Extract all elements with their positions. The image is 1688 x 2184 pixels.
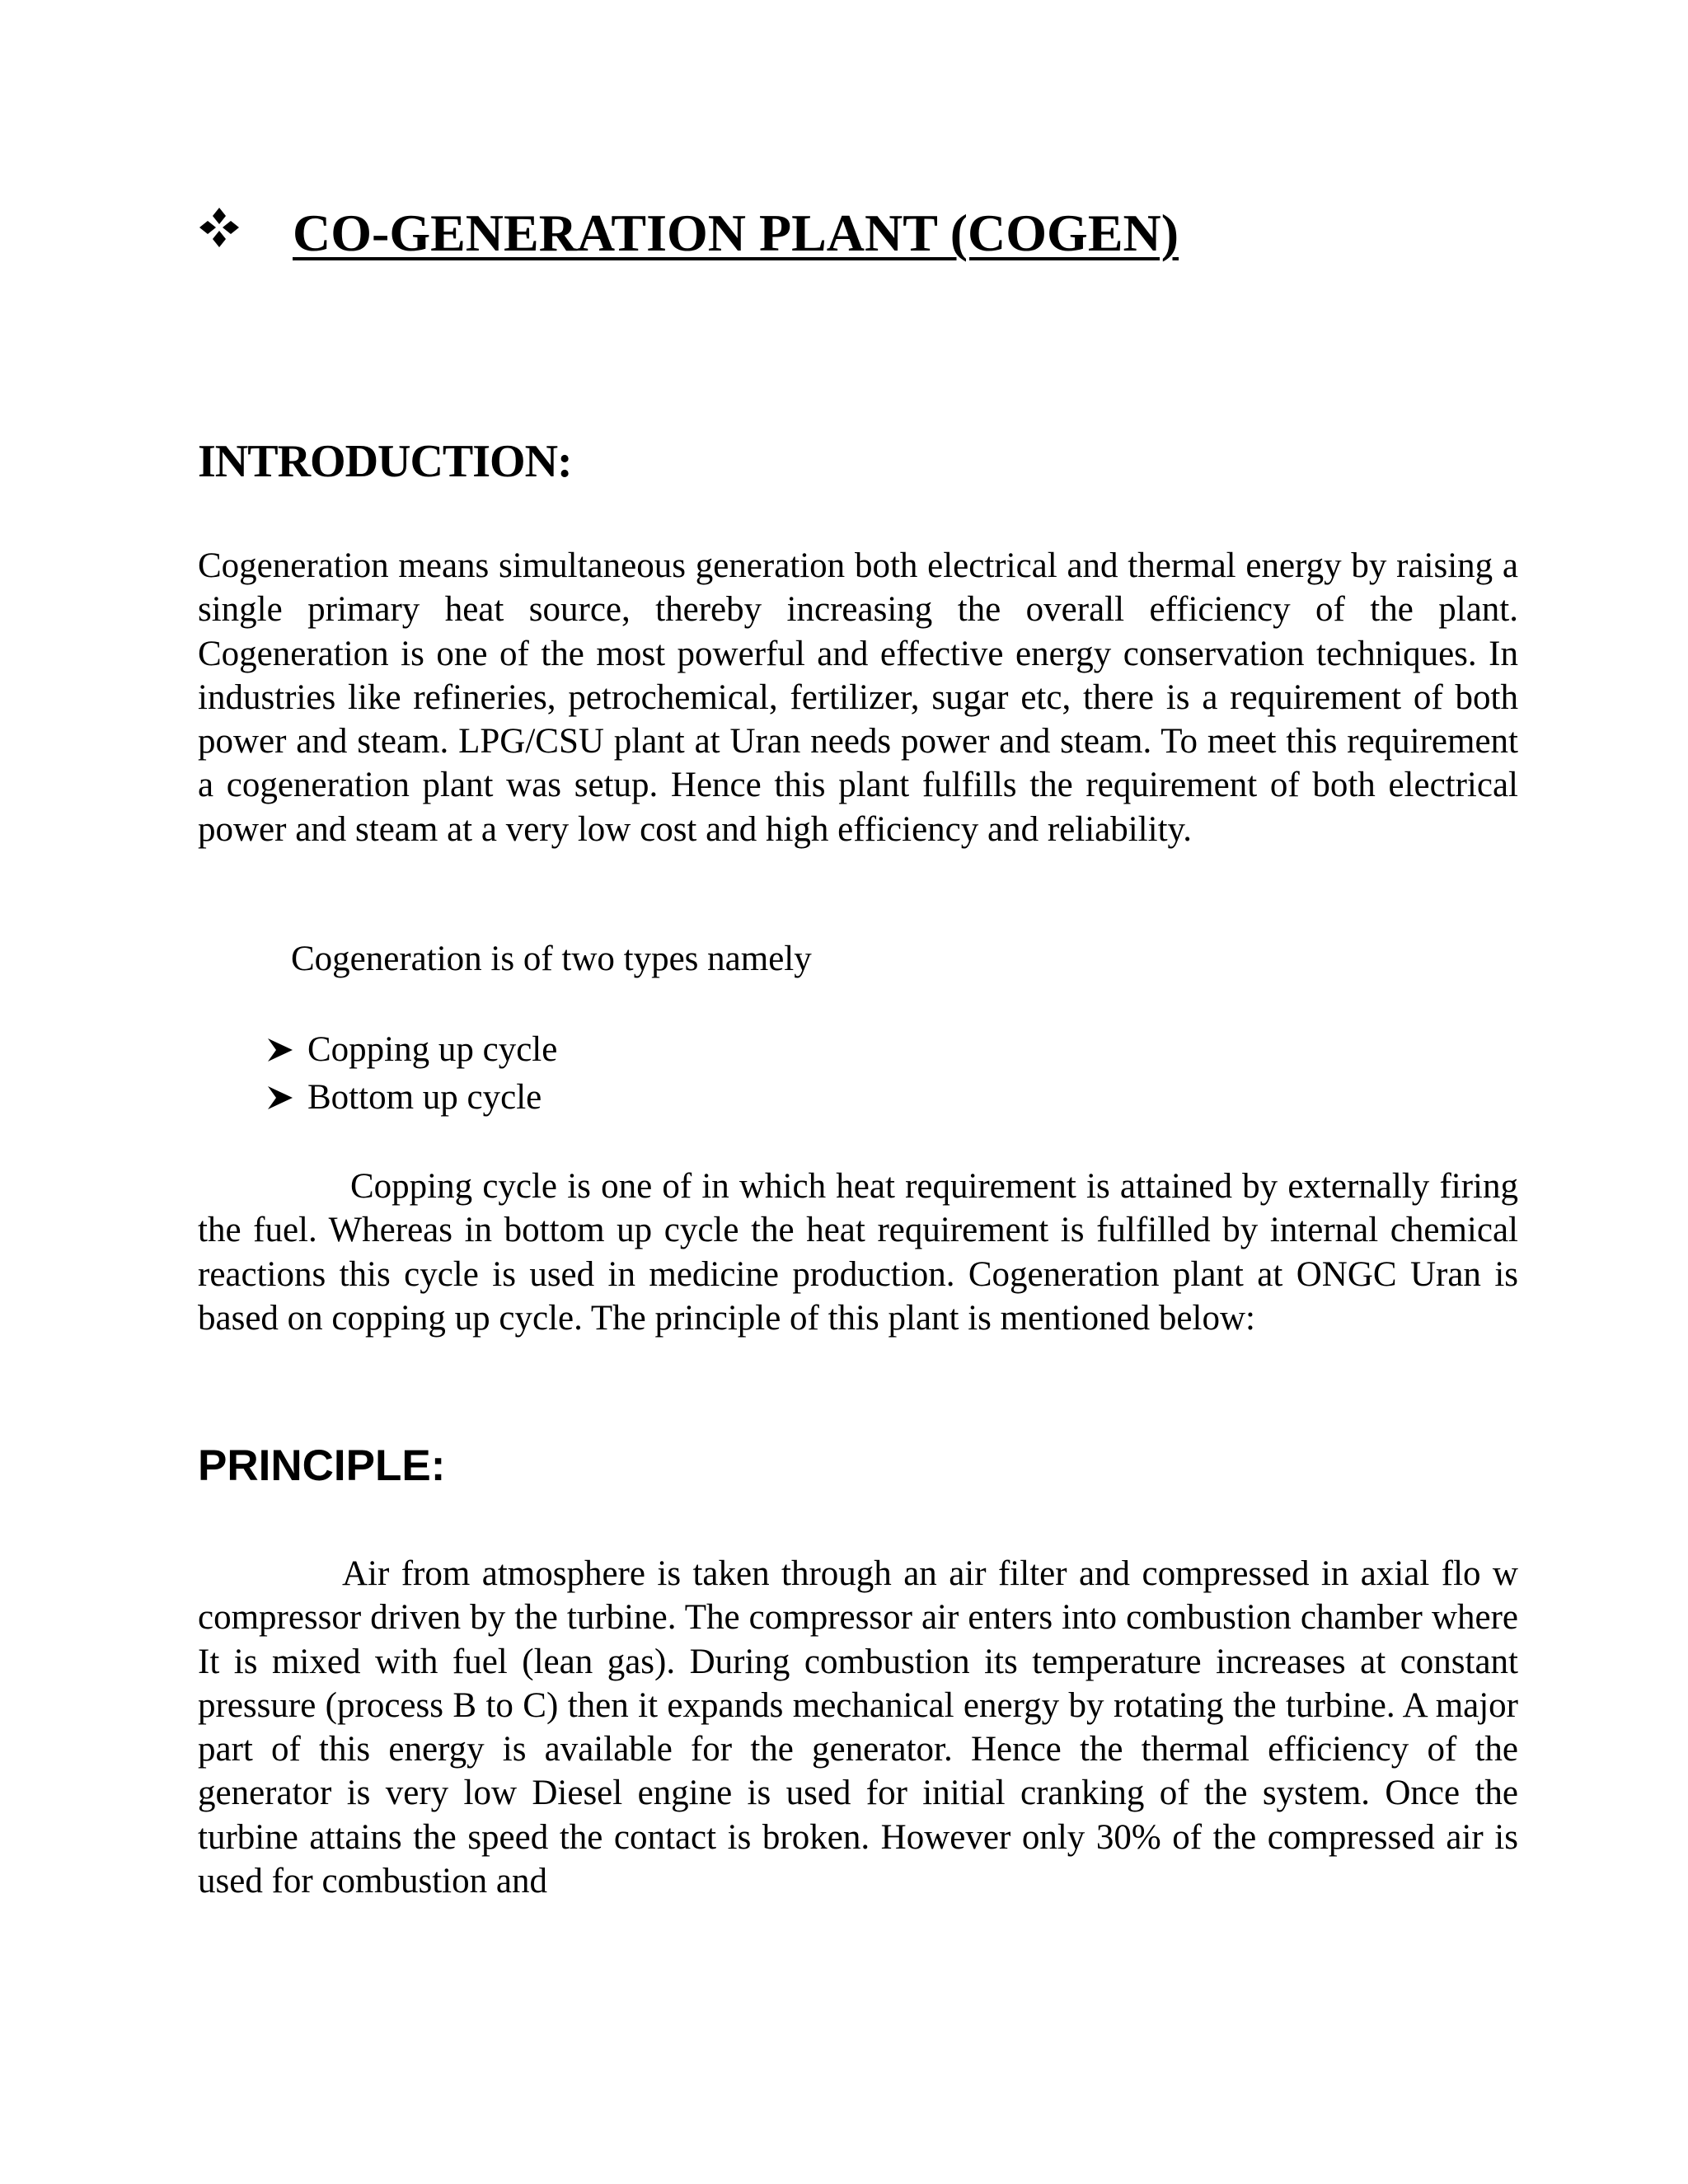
principle-heading: PRINCIPLE: bbox=[198, 1441, 446, 1490]
arrowhead-bullet-icon bbox=[268, 1038, 293, 1062]
principle-paragraph: Air from atmosphere is taken through an air filter and compressed in axial flo w compressor driven by the turbine. The compressor air enters into combustion chamber where It is mixed with fuel (lean gas). During combustion its temperature increases at constant pressure (process B to C) then it expands mechanical energy by rotating the turbine. A major part of this energy is available for the generator. Hence the thermal efficiency of the generator is very low Diesel engine is used for initial cranking of the system. Once the turbine attains the speed the contact is broken. However only 30% of the compressed air is used for combustion and bbox=[198, 1554, 1518, 1901]
page-title: CO-GENERATION PLANT (COGEN) bbox=[293, 204, 1179, 262]
introduction-heading: INTRODUCTION: bbox=[198, 436, 572, 487]
types-lead-text: Cogeneration is of two types namely bbox=[291, 940, 812, 978]
document-page bbox=[198, 0, 1518, 2184]
four-diamond-bullet-icon bbox=[198, 206, 241, 249]
copping-cycle-paragraph: Copping cycle is one of in which heat requirement is attained by externally firing the fuel. Whereas in bottom up cycle the heat requirement is fulfilled by internal chemical reactions this cycle is used in medicine production. Cogeneration plant at ONGC Uran is based on copping up cycle. The principle of this plant is mentioned below: bbox=[198, 1167, 1518, 1338]
list-item-label: Copping up cycle bbox=[307, 1030, 558, 1069]
list-item-label: Bottom up cycle bbox=[307, 1078, 542, 1117]
arrowhead-bullet-icon bbox=[268, 1086, 293, 1109]
introduction-paragraph: Cogeneration means simultaneous generation both electrical and thermal energy by raising a single primary heat source, thereby increasing the overall efficiency of the plant. Cogeneration is one of the most powerful and effective energy conservation techniques. In industries like refineries, petrochemical, fertilizer, sugar etc, there is a requirement of both power and steam. LPG/CSU plant at Uran needs power and steam. To meet this requirement a cogeneration plant was setup. Hence this plant fulfills the requirement of both electrical power and steam at a very low cost and high efficiency and reliability. bbox=[198, 546, 1518, 849]
title-row bbox=[198, 196, 1518, 270]
